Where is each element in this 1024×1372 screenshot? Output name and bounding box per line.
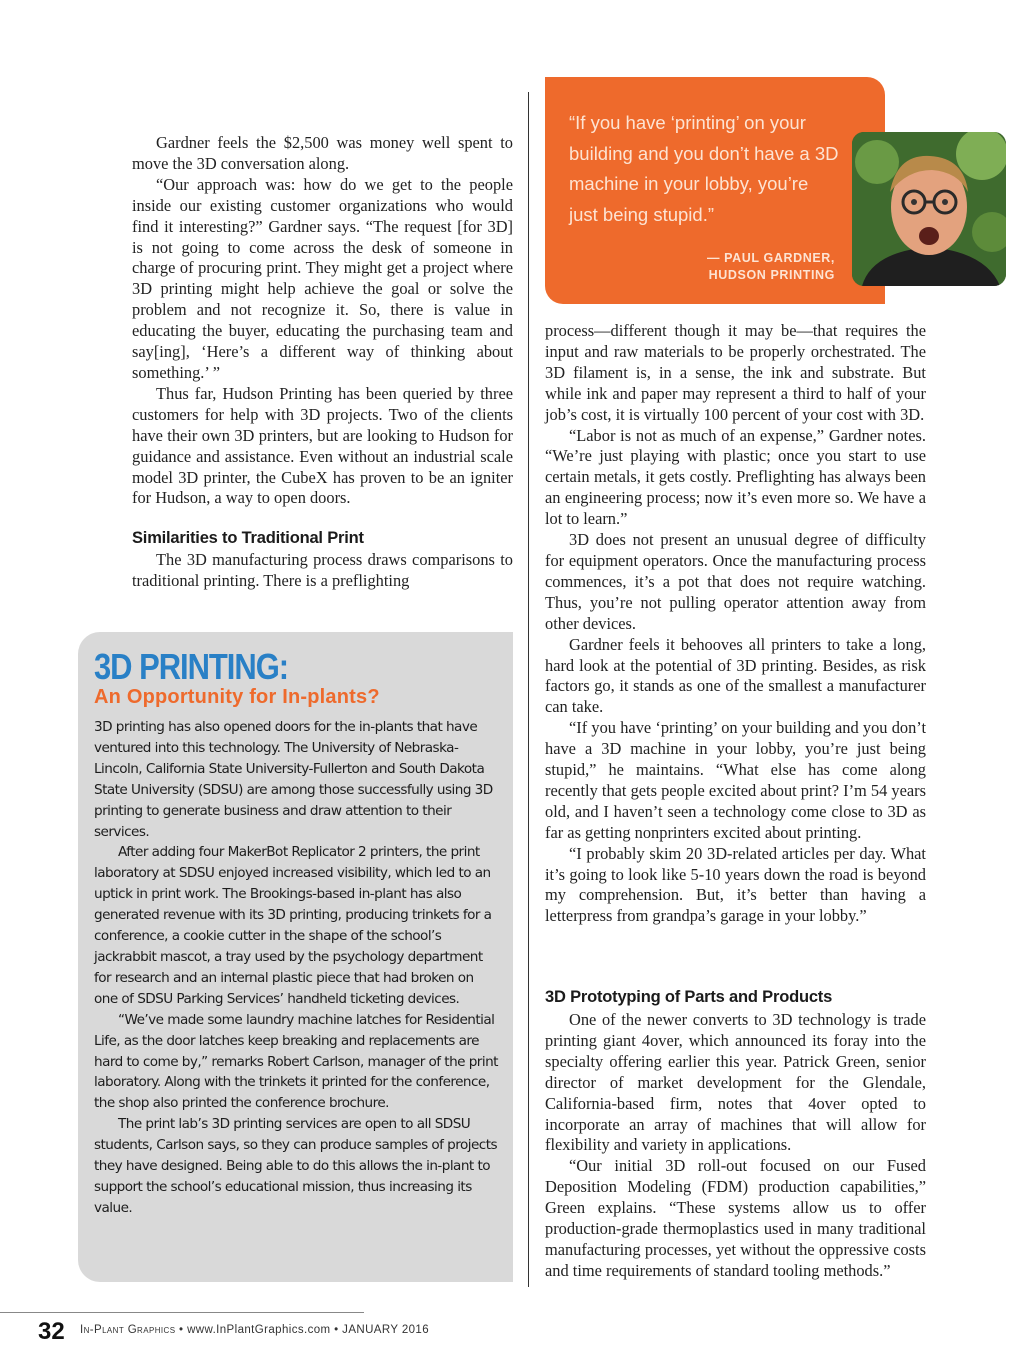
column-divider (528, 92, 529, 1287)
sidebar-paragraph: 3D printing has also opened doors for the in-plants that have ventured into this technology. The University of Nebraska-Lincoln, California State University-Fullerton and South Dakota State University (SDSU) are among those successfully using 3D printing to generate business and draw attention to their services. (94, 719, 493, 840)
magazine-name: In-Plant Graphics (80, 1324, 176, 1336)
portrait-photo (852, 132, 1006, 286)
portrait-illustration (852, 132, 1006, 286)
sidebar-body (94, 717, 499, 1219)
footer-line (80, 1324, 429, 1336)
pull-quote-text: “If you have ‘printing’ on your building and you don’t have a 3D machine in your lobby, you’re just being stupid.” (569, 112, 839, 225)
attribution-name: — PAUL GARDNER, (707, 251, 835, 265)
body-paragraph: One of the newer converts to 3D technology is trade printing giant 4over, which announced its foray into the specialty offering earlier this year. Patrick Green, senior director of market development for the Glendale, California-based firm, notes that 4over opted to incorporate an array of machines that will allow for flexibility and variety in applications. (545, 1010, 926, 1155)
right-column-continued (545, 1010, 926, 1282)
page-number: 32 (38, 1318, 65, 1345)
body-paragraph: process—different though it may be—that requires the input and raw materials to be properly orchestrated. The 3D filament is, in a sense, the ink and substrate. But while ink and paper may represent a third to half of your job’s cost, it is virtually 100 percent of your cost with 3D. (545, 321, 926, 424)
body-paragraph: “If you have ‘printing’ on your building and you don’t have a 3D machine in your lobby, you’re just being stupid,” he maintains. “What else has come along recently that gets people excited about print? I’m 54 years old, and I haven’t seen a technology come close to 3D as far as getting nonprinters excited about printing. (545, 718, 926, 842)
left-column-continued (132, 550, 513, 592)
body-paragraph: Thus far, Hudson Printing has been queried by three customers for help with 3D projects. Two of the clients have their own 3D printers, but are looking to Hudson for guidance and assistance. Even without an industrial scale model 3D printer, the CubeX has proven to be an igniter for Hudson, a way to open doors. (132, 383, 513, 508)
footer-separator: • (179, 1324, 184, 1336)
issue-date: JANUARY 2016 (342, 1324, 430, 1336)
body-paragraph: “I probably skim 20 3D-related articles per day. What it’s going to look like 5-10 years down the road is beyond my comprehension. But, it’s better than having a letterpress from grandpa’s garage in your lobby.” (545, 843, 926, 926)
pull-quote-attribution (655, 250, 835, 283)
footer-rule (0, 1312, 364, 1313)
website-link[interactable]: www.InPlantGraphics.com (187, 1324, 331, 1336)
body-paragraph: “Our initial 3D roll-out focused on our Fused Deposition Modeling (FDM) production capabilities,” Green explains. “These systems allow us to offer production-grade thermoplastics used in many traditional manufacturing processes, yet without the oppressive costs and time requirements of standard tooling methods.” (545, 1156, 926, 1280)
body-paragraph: 3D does not present an unusual degree of difficulty for equipment operators. Once the manufacturing process commences, it’s a pot that does not require watching. Thus, you’re not pulling operator attention away from other devices. (545, 530, 926, 633)
sidebar-subtitle: An Opportunity for In-plants? (94, 686, 380, 708)
section-subhead: 3D Prototyping of Parts and Products (545, 988, 833, 1006)
sidebar-title: 3D PRINTING: (94, 646, 289, 687)
sidebar-paragraph: “We’ve made some laundry machine latches for Residential Life, as the door latches keep breaking and replacements are hard to come by,” remarks Robert Carlson, manager of the print laboratory. Along with the trinkets it printed for the conference, the shop also printed the conference brochure. (94, 1011, 498, 1112)
body-paragraph: “Labor is not as much of an expense,” Gardner notes. “We’re just playing with plastic; once you start to use certain metals, it gets costly. Preflighting has always been an engineering process; now it’s even more so. We have a lot to learn.” (545, 425, 926, 529)
footer-separator: • (334, 1324, 339, 1336)
body-paragraph: Gardner feels the $2,500 was money well spent to move the 3D conversation along. (132, 133, 513, 173)
left-column (132, 133, 513, 509)
section-subhead: Similarities to Traditional Print (132, 529, 364, 547)
right-column (545, 321, 926, 927)
body-paragraph: The 3D manufacturing process draws comparisons to traditional printing. There is a preflighting (132, 550, 513, 590)
sidebar-paragraph: The print lab’s 3D printing services are open to all SDSU students, Carlson says, so they can produce samples of projects they have designed. Being able to do this allows the in-plant to support the school’s educational mission, thus increasing its value. (94, 1116, 498, 1216)
body-paragraph: “Our approach was: how do we get to the people inside our existing customer organizations who would find it interesting?” Gardner says. “The request [for 3D] is not going to come across the desk of someone in charge of procuring print. They might get a project where 3D printing might help achieve the goal or solve the problem and not recognize it. So, there is value in educating the buyer, educating the purchasing team and say[ing], ‘Here’s a different way of thinking about something.’ ” (132, 174, 513, 382)
body-paragraph: Gardner feels it behooves all printers to take a long, hard look at the potential of 3D printing. Besides, as risk factors go, it stands as one of the smallest a manufacturer can take. (545, 634, 926, 717)
attribution-company: HUDSON PRINTING (708, 267, 835, 282)
sidebar-paragraph: After adding four MakerBot Replicator 2 printers, the print laboratory at SDSU enjoyed increased visibility, which led to an uptick in print work. The Brookings-based in-plant has also generated revenue with its 3D printing, producing trinkets for a conference, a cookie cutter in the shape of the school’s jackrabbit mascot, a tray used by the psychology department for research and an internal plastic piece that had broken on one of SDSU Parking Services’ handheld ticketing devices. (94, 844, 492, 1007)
